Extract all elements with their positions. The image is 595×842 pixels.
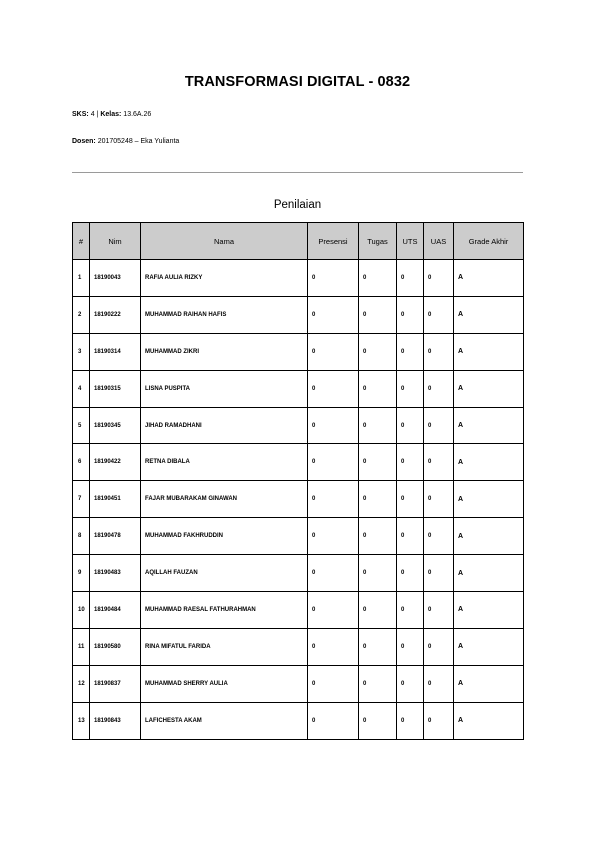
cell-nama: JIHAD RAMADHANI bbox=[141, 407, 308, 444]
cell-nim: 18190345 bbox=[90, 407, 141, 444]
table-row bbox=[73, 628, 524, 665]
cell-nama: MUHAMMAD RAIHAN HAFIS bbox=[141, 296, 308, 333]
cell-grade: A bbox=[454, 555, 524, 592]
table-row bbox=[73, 296, 524, 333]
cell-uts: 0 bbox=[397, 555, 424, 592]
cell-uas: 0 bbox=[424, 370, 454, 407]
cell-tugas: 0 bbox=[359, 296, 397, 333]
cell-presensi: 0 bbox=[308, 592, 359, 629]
lecturer-info bbox=[72, 138, 179, 145]
sks-label: SKS: bbox=[72, 111, 89, 118]
dosen-label: Dosen: bbox=[72, 138, 96, 145]
cell-uts: 0 bbox=[397, 518, 424, 555]
cell-grade: A bbox=[454, 333, 524, 370]
cell-presensi: 0 bbox=[308, 444, 359, 481]
table-row bbox=[73, 407, 524, 444]
cell-presensi: 0 bbox=[308, 260, 359, 297]
cell-number: 10 bbox=[73, 592, 90, 629]
cell-grade: A bbox=[454, 444, 524, 481]
cell-presensi: 0 bbox=[308, 407, 359, 444]
cell-uts: 0 bbox=[397, 702, 424, 739]
cell-grade: A bbox=[454, 592, 524, 629]
column-header-number: # bbox=[73, 223, 90, 260]
cell-uas: 0 bbox=[424, 333, 454, 370]
cell-nama: MUHAMMAD FAKHRUDDIN bbox=[141, 518, 308, 555]
dosen-value: 201705248 – Eka Yulianta bbox=[97, 138, 180, 145]
cell-tugas: 0 bbox=[359, 702, 397, 739]
cell-number: 13 bbox=[73, 702, 90, 739]
cell-tugas: 0 bbox=[359, 665, 397, 702]
table-row bbox=[73, 518, 524, 555]
cell-number: 3 bbox=[73, 333, 90, 370]
cell-uas: 0 bbox=[424, 665, 454, 702]
cell-nim: 18190222 bbox=[90, 296, 141, 333]
column-header-tugas: Tugas bbox=[359, 223, 397, 260]
cell-uas: 0 bbox=[424, 444, 454, 481]
cell-nim: 18190580 bbox=[90, 628, 141, 665]
cell-uts: 0 bbox=[397, 628, 424, 665]
cell-uas: 0 bbox=[424, 592, 454, 629]
cell-tugas: 0 bbox=[359, 444, 397, 481]
cell-nama: RINA MIFATUL FARIDA bbox=[141, 628, 308, 665]
cell-grade: A bbox=[454, 260, 524, 297]
grades-table bbox=[72, 222, 524, 740]
cell-nim: 18190478 bbox=[90, 518, 141, 555]
cell-uas: 0 bbox=[424, 555, 454, 592]
cell-presensi: 0 bbox=[308, 370, 359, 407]
cell-number: 11 bbox=[73, 628, 90, 665]
cell-presensi: 0 bbox=[308, 555, 359, 592]
table-row bbox=[73, 481, 524, 518]
cell-uas: 0 bbox=[424, 407, 454, 444]
cell-grade: A bbox=[454, 702, 524, 739]
cell-grade: A bbox=[454, 296, 524, 333]
cell-tugas: 0 bbox=[359, 555, 397, 592]
column-header-grade: Grade Akhir bbox=[454, 223, 524, 260]
cell-tugas: 0 bbox=[359, 370, 397, 407]
cell-presensi: 0 bbox=[308, 481, 359, 518]
cell-nim: 18190837 bbox=[90, 665, 141, 702]
cell-number: 2 bbox=[73, 296, 90, 333]
column-header-nim: Nim bbox=[90, 223, 141, 260]
cell-nama: FAJAR MUBARAKAM GINAWAN bbox=[141, 481, 308, 518]
cell-nim: 18190422 bbox=[90, 444, 141, 481]
table-row bbox=[73, 702, 524, 739]
cell-nama: LAFICHESTA AKAM bbox=[141, 702, 308, 739]
cell-nama: MUHAMMAD SHERRY AULIA bbox=[141, 665, 308, 702]
table-row bbox=[73, 260, 524, 297]
cell-tugas: 0 bbox=[359, 481, 397, 518]
kelas-label: Kelas: bbox=[100, 111, 122, 118]
cell-uts: 0 bbox=[397, 333, 424, 370]
cell-uts: 0 bbox=[397, 592, 424, 629]
cell-uas: 0 bbox=[424, 296, 454, 333]
cell-nim: 18190483 bbox=[90, 555, 141, 592]
cell-uts: 0 bbox=[397, 370, 424, 407]
table-row bbox=[73, 592, 524, 629]
cell-presensi: 0 bbox=[308, 628, 359, 665]
course-info bbox=[72, 111, 151, 118]
cell-grade: A bbox=[454, 665, 524, 702]
table-row bbox=[73, 370, 524, 407]
page-title: TRANSFORMASI DIGITAL - 0832 bbox=[184, 74, 411, 90]
table-row bbox=[73, 333, 524, 370]
cell-grade: A bbox=[454, 518, 524, 555]
cell-grade: A bbox=[454, 628, 524, 665]
cell-number: 5 bbox=[73, 407, 90, 444]
cell-nim: 18190043 bbox=[90, 260, 141, 297]
cell-number: 12 bbox=[73, 665, 90, 702]
cell-nama: RAFIA AULIA RIZKY bbox=[141, 260, 308, 297]
section-title: Penilaian bbox=[273, 199, 322, 211]
cell-number: 9 bbox=[73, 555, 90, 592]
cell-presensi: 0 bbox=[308, 518, 359, 555]
cell-presensi: 0 bbox=[308, 665, 359, 702]
column-header-uas: UAS bbox=[424, 223, 454, 260]
column-header-uts: UTS bbox=[397, 223, 424, 260]
table-header-row bbox=[73, 223, 524, 260]
cell-uas: 0 bbox=[424, 628, 454, 665]
cell-nama: LISNA PUSPITA bbox=[141, 370, 308, 407]
cell-uts: 0 bbox=[397, 444, 424, 481]
table-body bbox=[73, 260, 524, 740]
cell-tugas: 0 bbox=[359, 333, 397, 370]
cell-number: 7 bbox=[73, 481, 90, 518]
sks-value: 4 bbox=[90, 111, 95, 118]
divider bbox=[72, 172, 523, 173]
cell-presensi: 0 bbox=[308, 296, 359, 333]
cell-uts: 0 bbox=[397, 260, 424, 297]
cell-uts: 0 bbox=[397, 407, 424, 444]
table-row bbox=[73, 444, 524, 481]
column-header-presensi: Presensi bbox=[308, 223, 359, 260]
info-separator: | bbox=[96, 111, 99, 118]
cell-uas: 0 bbox=[424, 481, 454, 518]
cell-nim: 18190484 bbox=[90, 592, 141, 629]
cell-nama: MUHAMMAD ZIKRI bbox=[141, 333, 308, 370]
cell-tugas: 0 bbox=[359, 592, 397, 629]
cell-nama: AQILLAH FAUZAN bbox=[141, 555, 308, 592]
cell-presensi: 0 bbox=[308, 333, 359, 370]
cell-number: 1 bbox=[73, 260, 90, 297]
cell-tugas: 0 bbox=[359, 518, 397, 555]
cell-number: 4 bbox=[73, 370, 90, 407]
cell-nama: MUHAMMAD RAESAL FATHURAHMAN bbox=[141, 592, 308, 629]
cell-grade: A bbox=[454, 481, 524, 518]
cell-number: 8 bbox=[73, 518, 90, 555]
table-row bbox=[73, 555, 524, 592]
cell-tugas: 0 bbox=[359, 407, 397, 444]
cell-nim: 18190451 bbox=[90, 481, 141, 518]
cell-grade: A bbox=[454, 407, 524, 444]
cell-uts: 0 bbox=[397, 665, 424, 702]
cell-uas: 0 bbox=[424, 702, 454, 739]
cell-uts: 0 bbox=[397, 296, 424, 333]
cell-nim: 18190843 bbox=[90, 702, 141, 739]
cell-uts: 0 bbox=[397, 481, 424, 518]
cell-tugas: 0 bbox=[359, 260, 397, 297]
cell-uas: 0 bbox=[424, 518, 454, 555]
kelas-value: 13.6A.26 bbox=[123, 111, 152, 118]
column-header-nama: Nama bbox=[141, 223, 308, 260]
cell-uas: 0 bbox=[424, 260, 454, 297]
cell-number: 6 bbox=[73, 444, 90, 481]
cell-nim: 18190315 bbox=[90, 370, 141, 407]
cell-nama: RETNA DIBALA bbox=[141, 444, 308, 481]
cell-grade: A bbox=[454, 370, 524, 407]
cell-nim: 18190314 bbox=[90, 333, 141, 370]
cell-tugas: 0 bbox=[359, 628, 397, 665]
table-row bbox=[73, 665, 524, 702]
cell-presensi: 0 bbox=[308, 702, 359, 739]
